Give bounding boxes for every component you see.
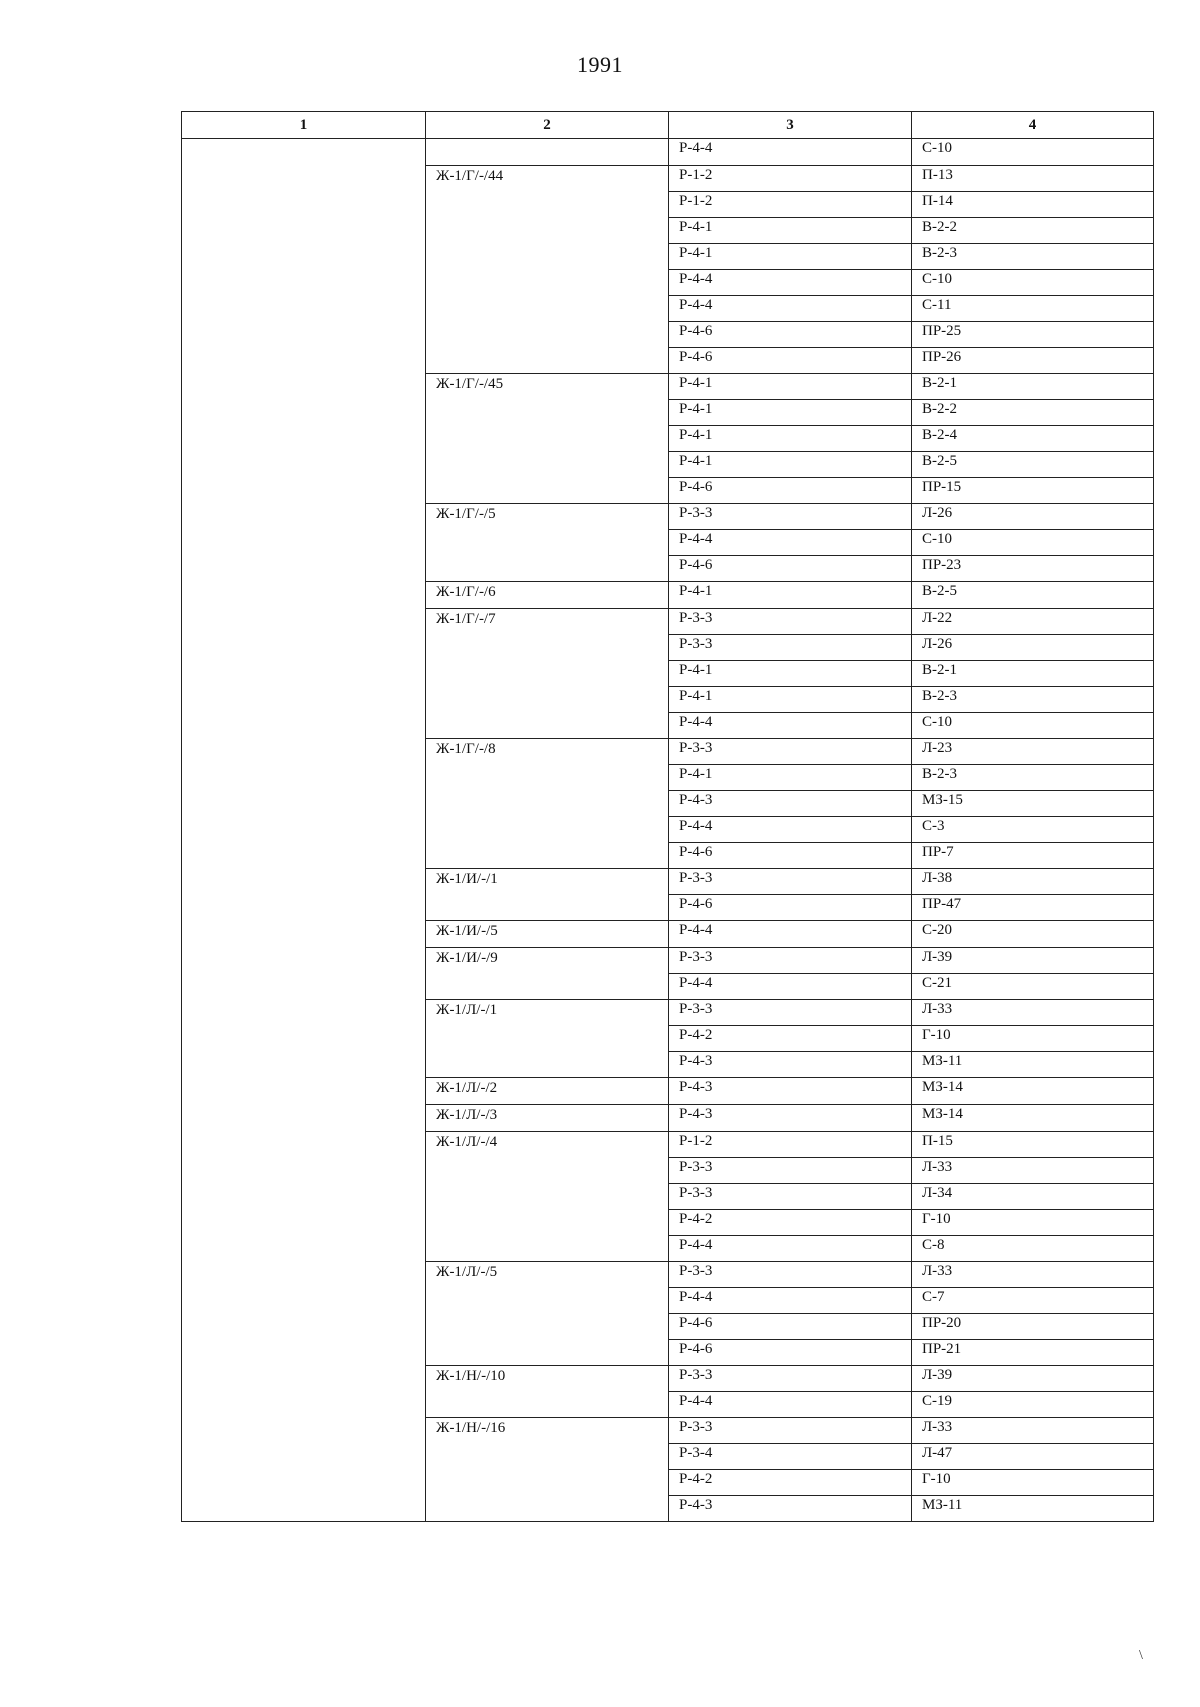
section-code-cell: Р-4-6 xyxy=(669,1314,912,1340)
section-code-cell: Р-4-4 xyxy=(669,1392,912,1418)
section-code-cell: Р-3-3 xyxy=(669,1000,912,1026)
section-code-cell: Р-4-4 xyxy=(669,921,912,948)
header-row xyxy=(182,112,1154,139)
section-code-cell: Р-4-4 xyxy=(669,817,912,843)
item-code-cell: ПР-15 xyxy=(912,478,1154,504)
section-code-cell: Р-3-3 xyxy=(669,1158,912,1184)
section-code-cell: Р-4-4 xyxy=(669,296,912,322)
group-code-cell: Ж-1/И/-/5 xyxy=(426,921,669,948)
item-code-cell: П-14 xyxy=(912,192,1154,218)
item-code-cell: С-10 xyxy=(912,270,1154,296)
section-code-cell: Р-4-4 xyxy=(669,1288,912,1314)
section-code-cell: Р-4-3 xyxy=(669,1496,912,1522)
corner-mark: \ xyxy=(1139,1648,1143,1663)
item-code-cell: ПР-23 xyxy=(912,556,1154,582)
item-code-cell: Л-33 xyxy=(912,1418,1154,1444)
group-code-cell: Ж-1/Г/-/5 xyxy=(426,504,669,582)
section-code-cell: Р-4-3 xyxy=(669,791,912,817)
section-code-cell: Р-3-3 xyxy=(669,635,912,661)
section-code-cell: Р-4-3 xyxy=(669,1105,912,1132)
item-code-cell: С-10 xyxy=(912,713,1154,739)
section-code-cell: Р-4-1 xyxy=(669,244,912,270)
section-code-cell: Р-1-2 xyxy=(669,192,912,218)
section-code-cell: Р-4-4 xyxy=(669,139,912,166)
item-code-cell: МЗ-11 xyxy=(912,1496,1154,1522)
item-code-cell: ПР-26 xyxy=(912,348,1154,374)
section-code-cell: Р-4-1 xyxy=(669,374,912,400)
section-code-cell: Р-4-1 xyxy=(669,452,912,478)
section-code-cell: Р-4-1 xyxy=(669,426,912,452)
section-code-cell: Р-3-3 xyxy=(669,609,912,635)
data-table xyxy=(181,111,1154,1522)
item-code-cell: В-2-3 xyxy=(912,765,1154,791)
item-code-cell: Г-10 xyxy=(912,1026,1154,1052)
section-code-cell: Р-3-3 xyxy=(669,1184,912,1210)
group-code-cell: Ж-1/Н/-/10 xyxy=(426,1366,669,1418)
group-code-cell: Ж-1/Г/-/7 xyxy=(426,609,669,739)
section-code-cell: Р-3-4 xyxy=(669,1444,912,1470)
section-code-cell: Р-4-4 xyxy=(669,530,912,556)
item-code-cell: В-2-5 xyxy=(912,452,1154,478)
item-code-cell: С-3 xyxy=(912,817,1154,843)
column-header-2: 2 xyxy=(426,112,669,139)
section-code-cell: Р-4-6 xyxy=(669,843,912,869)
item-code-cell: С-19 xyxy=(912,1392,1154,1418)
column-header-1: 1 xyxy=(182,112,426,139)
item-code-cell: Л-33 xyxy=(912,1262,1154,1288)
item-code-cell: Л-33 xyxy=(912,1000,1154,1026)
item-code-cell: МЗ-14 xyxy=(912,1078,1154,1105)
section-code-cell: Р-3-3 xyxy=(669,948,912,974)
item-code-cell: Л-26 xyxy=(912,504,1154,530)
item-code-cell: С-11 xyxy=(912,296,1154,322)
item-code-cell: ПР-7 xyxy=(912,843,1154,869)
column-header-3: 3 xyxy=(669,112,912,139)
item-code-cell: Л-22 xyxy=(912,609,1154,635)
group-code-cell: Ж-1/Г/-/8 xyxy=(426,739,669,869)
section-code-cell: Р-4-1 xyxy=(669,400,912,426)
section-code-cell: Р-4-4 xyxy=(669,713,912,739)
item-code-cell: С-10 xyxy=(912,530,1154,556)
table-row xyxy=(182,139,1154,166)
group-code-cell: Ж-1/Г/-/45 xyxy=(426,374,669,504)
group-code-cell: Ж-1/И/-/1 xyxy=(426,869,669,921)
item-code-cell: Г-10 xyxy=(912,1470,1154,1496)
item-code-cell: Л-39 xyxy=(912,948,1154,974)
section-code-cell: Р-4-4 xyxy=(669,974,912,1000)
item-code-cell: С-20 xyxy=(912,921,1154,948)
item-code-cell: В-2-2 xyxy=(912,218,1154,244)
section-code-cell: Р-4-1 xyxy=(669,661,912,687)
group-code-cell xyxy=(426,139,669,166)
item-code-cell: В-2-3 xyxy=(912,244,1154,270)
item-code-cell: Л-33 xyxy=(912,1158,1154,1184)
section-code-cell: Р-4-3 xyxy=(669,1052,912,1078)
section-code-cell: Р-4-1 xyxy=(669,765,912,791)
item-code-cell: С-8 xyxy=(912,1236,1154,1262)
group-code-cell: Ж-1/Л/-/1 xyxy=(426,1000,669,1078)
item-code-cell: ПР-20 xyxy=(912,1314,1154,1340)
item-code-cell: Л-39 xyxy=(912,1366,1154,1392)
group-code-cell: Ж-1/Л/-/5 xyxy=(426,1262,669,1366)
section-code-cell: Р-3-3 xyxy=(669,1366,912,1392)
item-code-cell: С-10 xyxy=(912,139,1154,166)
section-code-cell: Р-4-3 xyxy=(669,1078,912,1105)
page-number: 1991 xyxy=(577,52,623,77)
item-code-cell: ПР-21 xyxy=(912,1340,1154,1366)
section-code-cell: Р-4-2 xyxy=(669,1026,912,1052)
item-code-cell: В-2-3 xyxy=(912,687,1154,713)
group-code-cell: Ж-1/Л/-/3 xyxy=(426,1105,669,1132)
table-body xyxy=(182,139,1154,1522)
item-code-cell: В-2-5 xyxy=(912,582,1154,609)
item-code-cell: С-21 xyxy=(912,974,1154,1000)
group-code-cell: Ж-1/Л/-/2 xyxy=(426,1078,669,1105)
section-code-cell: Р-4-6 xyxy=(669,895,912,921)
section-code-cell: Р-4-6 xyxy=(669,1340,912,1366)
table-header xyxy=(182,112,1154,139)
group-code-cell: Ж-1/Г/-/6 xyxy=(426,582,669,609)
section-code-cell: Р-4-1 xyxy=(669,687,912,713)
section-code-cell: Р-4-6 xyxy=(669,556,912,582)
section-code-cell: Р-1-2 xyxy=(669,1132,912,1158)
item-code-cell: МЗ-15 xyxy=(912,791,1154,817)
item-code-cell: МЗ-11 xyxy=(912,1052,1154,1078)
section-code-cell: Р-3-3 xyxy=(669,1418,912,1444)
section-code-cell: Р-4-6 xyxy=(669,478,912,504)
group-code-cell: Ж-1/Л/-/4 xyxy=(426,1132,669,1262)
section-code-cell: Р-4-4 xyxy=(669,1236,912,1262)
item-code-cell: П-13 xyxy=(912,166,1154,192)
item-code-cell: В-2-2 xyxy=(912,400,1154,426)
section-code-cell: Р-4-1 xyxy=(669,218,912,244)
section-code-cell: Р-4-1 xyxy=(669,582,912,609)
section-code-cell: Р-4-6 xyxy=(669,322,912,348)
group-code-cell: Ж-1/И/-/9 xyxy=(426,948,669,1000)
item-code-cell: Г-10 xyxy=(912,1210,1154,1236)
item-code-cell: Л-47 xyxy=(912,1444,1154,1470)
item-code-cell: Л-38 xyxy=(912,869,1154,895)
item-code-cell: П-15 xyxy=(912,1132,1154,1158)
group-code-cell: Ж-1/Н/-/16 xyxy=(426,1418,669,1522)
item-code-cell: ПР-47 xyxy=(912,895,1154,921)
item-code-cell: МЗ-14 xyxy=(912,1105,1154,1132)
item-code-cell: В-2-1 xyxy=(912,374,1154,400)
section-code-cell: Р-4-2 xyxy=(669,1210,912,1236)
section-code-cell: Р-4-2 xyxy=(669,1470,912,1496)
section-code-cell: Р-1-2 xyxy=(669,166,912,192)
section-code-cell: Р-4-6 xyxy=(669,348,912,374)
section-code-cell: Р-3-3 xyxy=(669,1262,912,1288)
item-code-cell: С-7 xyxy=(912,1288,1154,1314)
item-code-cell: Л-26 xyxy=(912,635,1154,661)
item-code-cell: Л-34 xyxy=(912,1184,1154,1210)
section-code-cell: Р-3-3 xyxy=(669,869,912,895)
section-code-cell: Р-4-4 xyxy=(669,270,912,296)
item-code-cell: В-2-1 xyxy=(912,661,1154,687)
group-code-cell: Ж-1/Г/-/44 xyxy=(426,166,669,374)
column-header-4: 4 xyxy=(912,112,1154,139)
section-code-cell: Р-3-3 xyxy=(669,739,912,765)
column-1-cell xyxy=(182,139,426,1522)
item-code-cell: ПР-25 xyxy=(912,322,1154,348)
item-code-cell: В-2-4 xyxy=(912,426,1154,452)
section-code-cell: Р-3-3 xyxy=(669,504,912,530)
item-code-cell: Л-23 xyxy=(912,739,1154,765)
